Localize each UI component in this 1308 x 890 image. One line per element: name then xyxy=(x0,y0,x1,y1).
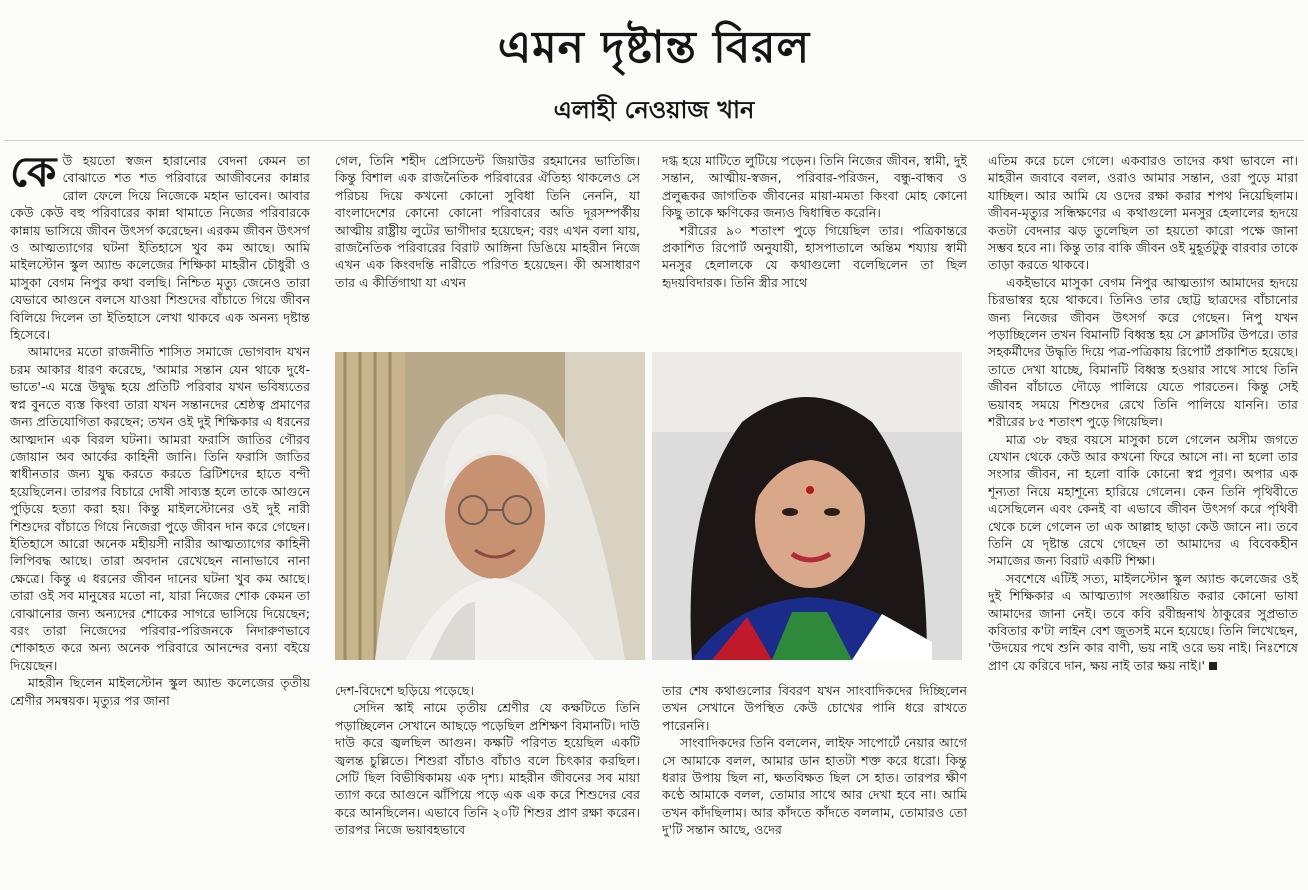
header-divider xyxy=(4,140,1304,141)
photo-mahrin-chowdhury xyxy=(335,352,645,660)
paragraph: সেদিন স্কাই নামে তৃতীয় শ্রেণীর যে কক্ষটিতে তিনি পড়াচ্ছিলেন সেখানে আছড়ে পড়েছিল প্রশিক্ষণ বিমানটি। দাউ দাউ করে জ্বলছিল আগুন। কক্ষটি পরিণত হয়েছিল একটি জ্বলন্ত চুল্লিতে। শিশুরা বাঁচাও বাঁচাও বলে চিৎকার করছিল। সেটি ছিল বিভীষিকাময় এক দৃশ্য। মাহরীন জীবনের সব মায়া ত্যাগ করে আগুনে ঝাঁপিয়ে পড়ে এক এক করে শিশুদের বের করে আনছিলেন। এভাবে তিনি ২০টি শিশুর প্রাণ রক্ষা করেন। তারপর নিজে ভয়াবহভাবে xyxy=(335,700,640,838)
paragraph-2: আমাদের মতো রাজনীতি শাসিত সমাজে ভোগবাদ যখন চরম আকার ধারণ করেছে, 'আমার সন্তান যেন থাকে দুধে-ভাতে'-এ মন্ত্রে উদ্বুদ্ধ হয়ে প্রতিটি পরিবার যখন ভবিষ্যতের স্বপ্ন বুনতে ব্যস্ত কিংবা তারা যখন সন্তানদের শ্রেষ্ঠত্ব প্রমাণের জন্য প্রতিযোগিতা করছেন; তখন ওই দুই শিক্ষিকার এ ধরনের আত্মদান এক বিরল ঘটনা। আমরা ফরাসি জাতির গৌরব জোয়ান অব আর্কের কাহিনী জানি। তিনি ফরাসি জাতির স্বাধীনতার জন্য যুদ্ধ করতে করতে ব্রিটিশদের হাতে বন্দী হয়েছিলেন। তারপর বিচারে দোষী সাব্যস্ত হলে তাকে আগুনে পুড়িয়ে হত্যা করা হয়। কিন্তু মাইলস্টোনের ওই দুই নারী শিশুদের বাঁচাতে গিয়ে নিজেরা পুড়ে জীবন দান করে গেছেন। ইতিহাসে আরো অনেক মহীয়সী নারীর আত্মত্যাগের কাহিনী লিপিবদ্ধ আছে। তারা অবদান রেখেছেন নানাভাবে নানা ক্ষেত্রে। কিন্তু এ ধরনের জীবন দানের ঘটনা খুব কম আছে। তারা ওই সব মানুষের মতো না, যারা নিজের শোক কেমন তা বোঝানোর জন্য অন্যদের শোকের সাগরে ভাসিয়ে দিয়েছেন; বরং তারা নিজেদের পরিবার-পরিজনকে নিদারুণভাবে শোকাহত করে অন্য অনেক পরিবারে আনন্দের বন্যা বইয়ে দিয়েছেন। xyxy=(10,344,310,673)
paragraph: সবশেষে এটিই সত্য, মাইলস্টোন স্কুল অ্যান্ড কলেজের ওই দুই শিক্ষিকার এ আত্মত্যাগ সংজ্ঞায়িত করার কোনো ভাষা আমাদের জানা নেই। তবে কবি রবীন্দ্রনাথ ঠাকুরের সুপ্রভাত কবিতার ক'টা লাইন বেশ জুতসই মনে হয়েছে। তিনি লিখেছেন, 'উদয়ের পথে শুনি কার বাণী, ভয় নাই ওরে ভয় নাই। নিঃশেষে প্রাণ যে করিবে দান, ক্ষয় নাই তার ক্ষয় নাই।' xyxy=(988,570,1298,673)
paragraph: তার শেষ কথাগুলোর বিবরণ যখন সাংবাদিকদের দিচ্ছিলেন তখন সেখানে উপস্থিত কেউ চোখের পানি ধরে রাখতে পারেননি। xyxy=(662,683,967,733)
dropcap: কে xyxy=(10,152,57,196)
paragraph: শরীরের ৯০ শতাংশ পুড়ে গিয়েছিল তার। পত্রিকান্তরে প্রকাশিত রিপোর্ট অনুযায়ী, হাসপাতালে অন্তিম শয্যায় স্বামী মনসুর হেলালকে যে কথাগুলো বলেছিলেন তা ছিল হৃদয়বিদারক। তিনি স্ত্রীর সাথে xyxy=(662,222,967,290)
headline: এমন দৃষ্টান্ত বিরল xyxy=(497,22,811,73)
end-mark-icon xyxy=(1209,662,1217,670)
byline: এলাহী নেওয়াজ খান xyxy=(553,96,755,124)
column-2-bottom xyxy=(335,682,640,882)
paragraph: সাংবাদিকদের তিনি বললেন, লাইফ সাপোর্টে নেয়ার আগে সে আমাকে বলল, আমার ডান হাতটা শক্ত করে ধরো। কিন্তু ধরার উপায় ছিল না, ক্ষতবিক্ষত ছিল সে হাত। তারপর ক্ষীণ কণ্ঠে আমাকে বলল, তোমার সাথে আর দেখা হবে না। আমি তখন কাঁদছিলাম। আর কাঁদতে কাঁদতে বললাম, তোমারও তো দু'টি সন্তান আছে, ওদের xyxy=(662,735,967,838)
column-2-top xyxy=(335,152,640,342)
portrait-image xyxy=(335,352,645,660)
column-3-top xyxy=(662,152,967,342)
paragraph-1: কেউ হয়তো স্বজন হারানোর বেদনা কেমন তা বোঝাতে শত শত পরিবারে আজীবনের কান্নার রোল ফেলে দিয়ে নিজেকে মহান ভাবেন। আবার কেউ কেউ বহু পরিবারের কান্না থামাতে নিজের পরিবারকে কান্নায় ভাসিয়ে জীবন উৎসর্গ করেছেন। এরকম জীবন উৎসর্গ ও আত্মত্যাগের ঘটনা ইতিহাসে খুব কম আছে। আমি মাইলস্টোন স্কুল অ্যান্ড কলেজের শিক্ষিকা মাহরীন চৌধুরী ও মাসুকা বেগম নিপুর কথা বলছি। নিশ্চিত মৃত্যু জেনেও তারা যেভাবে আগুনে বলসে যাওয়া শিশুদের বাঁচাতে গিয়ে জীবন বিলিয়ে দিলেন তা ইতিহাসে লেখা থাকবে এক অনন্য দৃষ্টান্ত হিসেবে। xyxy=(10,152,310,343)
paragraph: দেশ-বিদেশে ছড়িয়ে পড়েছে। xyxy=(335,683,475,698)
portrait-image xyxy=(652,352,962,660)
paragraph: দগ্ধ হয়ে মাটিতে লুটিয়ে পড়েন। তিনি নিজের জীবন, স্বামী, দুই সন্তান, আত্মীয়-স্বজন, পরিবার-পরিজন, বন্ধু-বান্ধব ও প্রলুব্ধকর জাগতিক জীবনের মায়া-মমতা কিংবা মোহ কোনো কিছু তাকে ক্ষণিকের জন্যও দ্বিধান্বিত করেনি। xyxy=(662,153,967,221)
column-3-bottom xyxy=(662,682,967,882)
paragraph: মাত্র ৩৮ বছর বয়সে মাসুকা চলে গেলেন অসীম জগতে যেখান থেকে কেউ আর কখনো ফিরে আসে না। না হলো তার সংসার জীবন, না হলো বাকি কোনো স্বপ্ন পূরণ। অপার এক শূন্যতা নিয়ে মহাশূন্যে হারিয়ে গেলেন। কেন তিনি পৃথিবীতে এসেছিলেন এবং কেনই বা এভাবে জীবন উৎসর্গ করে পৃথিবী থেকে চলে গেলেন তা এক আল্লাহ ছাড়া কেউ জানে না। তবে তিনি যে দৃষ্টান্ত রেখে গেছেন তা আমাদের এ বিবেকহীন সমাজের জন্য বিরাট একটি শিক্ষা। xyxy=(988,431,1298,569)
paragraph-3: মাহরীন ছিলেন মাইলস্টোন স্কুল অ্যান্ড কলেজের তৃতীয় শ্রেণীর সমন্বয়ক। মৃত্যুর পর জানা xyxy=(10,675,310,708)
paragraph: গেল, তিনি শহীদ প্রেসিডেন্ট জিয়াউর রহমানের ভাতিজি। কিন্তু বিশাল এক রাজনৈতিক পরিবারের ঐতিহ্য থাকলেও সে পরিচয় দিয়ে কখনো কোনো সুবিধা তিনি নেননি, যা বাংলাদেশের কোনো কোনো পরিবারের অতি দূরসম্পর্কীয় আত্মীয় রাষ্ট্রীয় লুটের ভাগীদার হয়েছেন; বরং এখন বলা যায়, রাজনৈতিক পরিবারের বিরাট আঙ্গিনা ডিঙিয়ে মাহরীন নিজে এখন এক কিংবদন্তি নারীতে পরিণত হয়েছেন। কী অসাধারণ তার এ কীর্তিগাথা যা এখন xyxy=(335,153,640,290)
column-1 xyxy=(10,152,310,882)
paragraph: এতিম করে চলে গেলে। একবারও তাদের কথা ভাবলে না। মাহরীন জবাবে বলল, ওরাও আমার সন্তান, ওরা পুড়ে মারা যাচ্ছিল। আর আমি যে ওদের রক্ষা করার শপথ নিয়েছিলাম। জীবন-মৃত্যুর সন্ধিক্ষণের এ কথাগুলো মনসুর হেলালের হৃদয়ে কতটা বেদনার ঝড় তুলেছিল তা হয়তো কারো পক্ষে জানা সম্ভব হবে না। কিন্তু তার বাকি জীবন ওই মুহূর্তটুকু বারবার তাকে তাড়া করতে থাকবে। xyxy=(988,153,1298,273)
column-4 xyxy=(988,152,1298,882)
paragraph: একইভাবে মাসুকা বেগম নিপুর আত্মত্যাগ আমাদের হৃদয়ে চিরভাস্বর হয়ে থাকবে। তিনিও তার ছোট্ট ছাত্রদের বাঁচানোর জন্য নিজের জীবন উৎসর্গ করে গেছেন। নিপু যখন পড়াচ্ছিলেন তখন বিমানটি বিধ্বস্ত হয় সে ক্লাসটির উপরে। তার সহকর্মীদের উদ্ধৃতি দিয়ে পত্র-পত্রিকায় রিপোর্ট প্রকাশিত হয়েছে। তাতে দেখা যাচ্ছে, বিমানটি বিধ্বস্ত হওয়ার সাথে সাথে তিনি জীবন বাঁচাতে দৌড়ে পালিয়ে যেতে পারতেন। কিন্তু সেই ভয়াবহ সময়ে শিশুদের রেখে তিনি পালিয়ে যাননি। তার শরীরের ৮৫ শতাংশ পুড়ে গিয়েছিল। xyxy=(988,274,1298,430)
photo-masuka-begum-nipu xyxy=(652,352,962,660)
